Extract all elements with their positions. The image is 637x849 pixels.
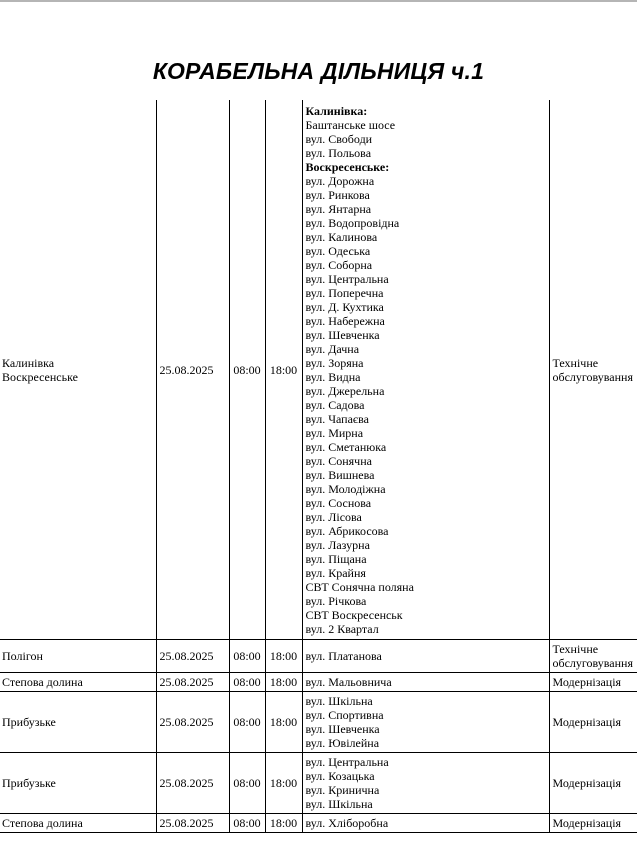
street-item: вул. Видна xyxy=(305,370,361,384)
end-time-cell: 18:00 xyxy=(265,673,302,692)
street-item: вул. Хліборобна xyxy=(305,816,389,830)
work-type-line: Модернізація xyxy=(552,715,622,729)
street-item: вул. Янтарна xyxy=(305,202,372,216)
street-item: вул. Дачна xyxy=(305,342,360,356)
table-row xyxy=(0,100,637,640)
work-type-cell xyxy=(549,753,637,814)
street-item: вул. Центральна xyxy=(305,272,389,286)
street-item: вул. Платанова xyxy=(305,649,382,663)
street-item: вул. Зоряна xyxy=(305,356,364,370)
street-item: вул. Шкільна xyxy=(305,797,373,811)
start-time-cell: 08:00 xyxy=(229,692,265,753)
street-item: вул. Спортивна xyxy=(305,708,384,722)
street-item: Баштанське шосе xyxy=(305,118,396,132)
table-row xyxy=(0,814,637,833)
street-item: вул. Одеська xyxy=(305,244,371,258)
work-type-line: Модернізація xyxy=(552,675,622,689)
street-item: вул. Мирна xyxy=(305,426,364,440)
locality-cell xyxy=(0,692,156,753)
street-item: вул. Ювілейна xyxy=(305,736,380,750)
street-item: вул. Центральна xyxy=(305,755,389,769)
addresses-cell xyxy=(302,640,549,673)
top-divider xyxy=(0,0,637,2)
end-time-cell: 18:00 xyxy=(265,100,302,640)
locality-line: Воскресенське xyxy=(2,370,78,384)
street-item: вул. Кринична xyxy=(305,783,380,797)
addresses-cell xyxy=(302,100,549,640)
locality-line: Калинівка xyxy=(2,356,55,370)
start-time-cell: 08:00 xyxy=(229,814,265,833)
street-item: вул. Сметанюка xyxy=(305,440,387,454)
work-type-cell xyxy=(549,100,637,640)
street-item: вул. Крайня xyxy=(305,566,366,580)
street-item: вул. Річкова xyxy=(305,594,367,608)
work-type-cell xyxy=(549,673,637,692)
street-item: вул. Д. Кухтика xyxy=(305,300,384,314)
settlement-heading: Калинівка: xyxy=(305,104,368,118)
work-type-line: обслуговування xyxy=(552,656,633,670)
work-type-line: Модернізація xyxy=(552,776,622,790)
addresses-cell xyxy=(302,692,549,753)
end-time-cell: 18:00 xyxy=(265,814,302,833)
street-item: вул. Піщана xyxy=(305,552,367,566)
street-item: вул. Абрикосова xyxy=(305,524,389,538)
locality-cell xyxy=(0,640,156,673)
start-time-cell: 08:00 xyxy=(229,753,265,814)
date-cell: 25.08.2025 xyxy=(156,640,229,673)
date-cell: 25.08.2025 xyxy=(156,673,229,692)
street-item: вул. Вишнева xyxy=(305,468,375,482)
addresses-cell xyxy=(302,814,549,833)
street-item: вул. Молодіжна xyxy=(305,482,386,496)
street-item: вул. Шкільна xyxy=(305,694,373,708)
street-item: вул. Ринкова xyxy=(305,188,370,202)
street-item: вул. Мальовнича xyxy=(305,675,392,689)
locality-line: Прибузьке xyxy=(2,715,56,729)
table-row xyxy=(0,692,637,753)
street-item: вул. Лазурна xyxy=(305,538,370,552)
settlement-heading: Воскресенське: xyxy=(305,160,390,174)
street-item: вул. Шевченка xyxy=(305,722,380,736)
date-cell: 25.08.2025 xyxy=(156,692,229,753)
work-type-cell xyxy=(549,692,637,753)
street-item: вул. Сонячна xyxy=(305,454,372,468)
street-item: вул. Дорожна xyxy=(305,174,375,188)
end-time-cell: 18:00 xyxy=(265,640,302,673)
street-item: вул. Шевченка xyxy=(305,328,380,342)
locality-line: Степова долина xyxy=(2,816,83,830)
addresses-cell xyxy=(302,673,549,692)
street-item: вул. Водопровідна xyxy=(305,216,400,230)
street-item: вул. Свободи xyxy=(305,132,373,146)
street-item: вул. Лісова xyxy=(305,510,362,524)
work-type-line: обслуговування xyxy=(552,370,633,384)
street-item: вул. 2 Квартал xyxy=(305,622,379,636)
table-row xyxy=(0,753,637,814)
end-time-cell: 18:00 xyxy=(265,692,302,753)
work-type-line: Технічне xyxy=(552,642,599,656)
start-time-cell: 08:00 xyxy=(229,640,265,673)
outage-schedule-table xyxy=(0,100,637,833)
work-type-cell xyxy=(549,640,637,673)
locality-line: Прибузьке xyxy=(2,776,56,790)
start-time-cell: 08:00 xyxy=(229,673,265,692)
street-item: вул. Соборна xyxy=(305,258,373,272)
work-type-line: Модернізація xyxy=(552,816,622,830)
work-type-cell xyxy=(549,814,637,833)
street-item: вул. Польова xyxy=(305,146,372,160)
date-cell: 25.08.2025 xyxy=(156,753,229,814)
locality-cell xyxy=(0,753,156,814)
end-time-cell: 18:00 xyxy=(265,753,302,814)
street-item: вул. Джерельна xyxy=(305,384,385,398)
street-item: вул. Набережна xyxy=(305,314,385,328)
street-item: СВТ Воскресенськ xyxy=(305,608,403,622)
page-title: КОРАБЕЛЬНА ДІЛЬНИЦЯ ч.1 xyxy=(152,58,485,84)
street-item: вул. Садова xyxy=(305,398,365,412)
date-cell: 25.08.2025 xyxy=(156,814,229,833)
locality-cell xyxy=(0,673,156,692)
street-item: вул. Калинова xyxy=(305,230,378,244)
work-type-line: Технічне xyxy=(552,356,599,370)
locality-cell xyxy=(0,100,156,640)
street-item: вул. Соснова xyxy=(305,496,372,510)
street-item: СВТ Сонячна поляна xyxy=(305,580,414,594)
locality-cell xyxy=(0,814,156,833)
street-item: вул. Поперечна xyxy=(305,286,384,300)
addresses-cell xyxy=(302,753,549,814)
street-item: вул. Козацька xyxy=(305,769,375,783)
table-row xyxy=(0,640,637,673)
table-row xyxy=(0,673,637,692)
locality-line: Степова долина xyxy=(2,675,83,689)
street-item: вул. Чапаєва xyxy=(305,412,369,426)
start-time-cell: 08:00 xyxy=(229,100,265,640)
date-cell: 25.08.2025 xyxy=(156,100,229,640)
locality-line: Полігон xyxy=(2,649,43,663)
